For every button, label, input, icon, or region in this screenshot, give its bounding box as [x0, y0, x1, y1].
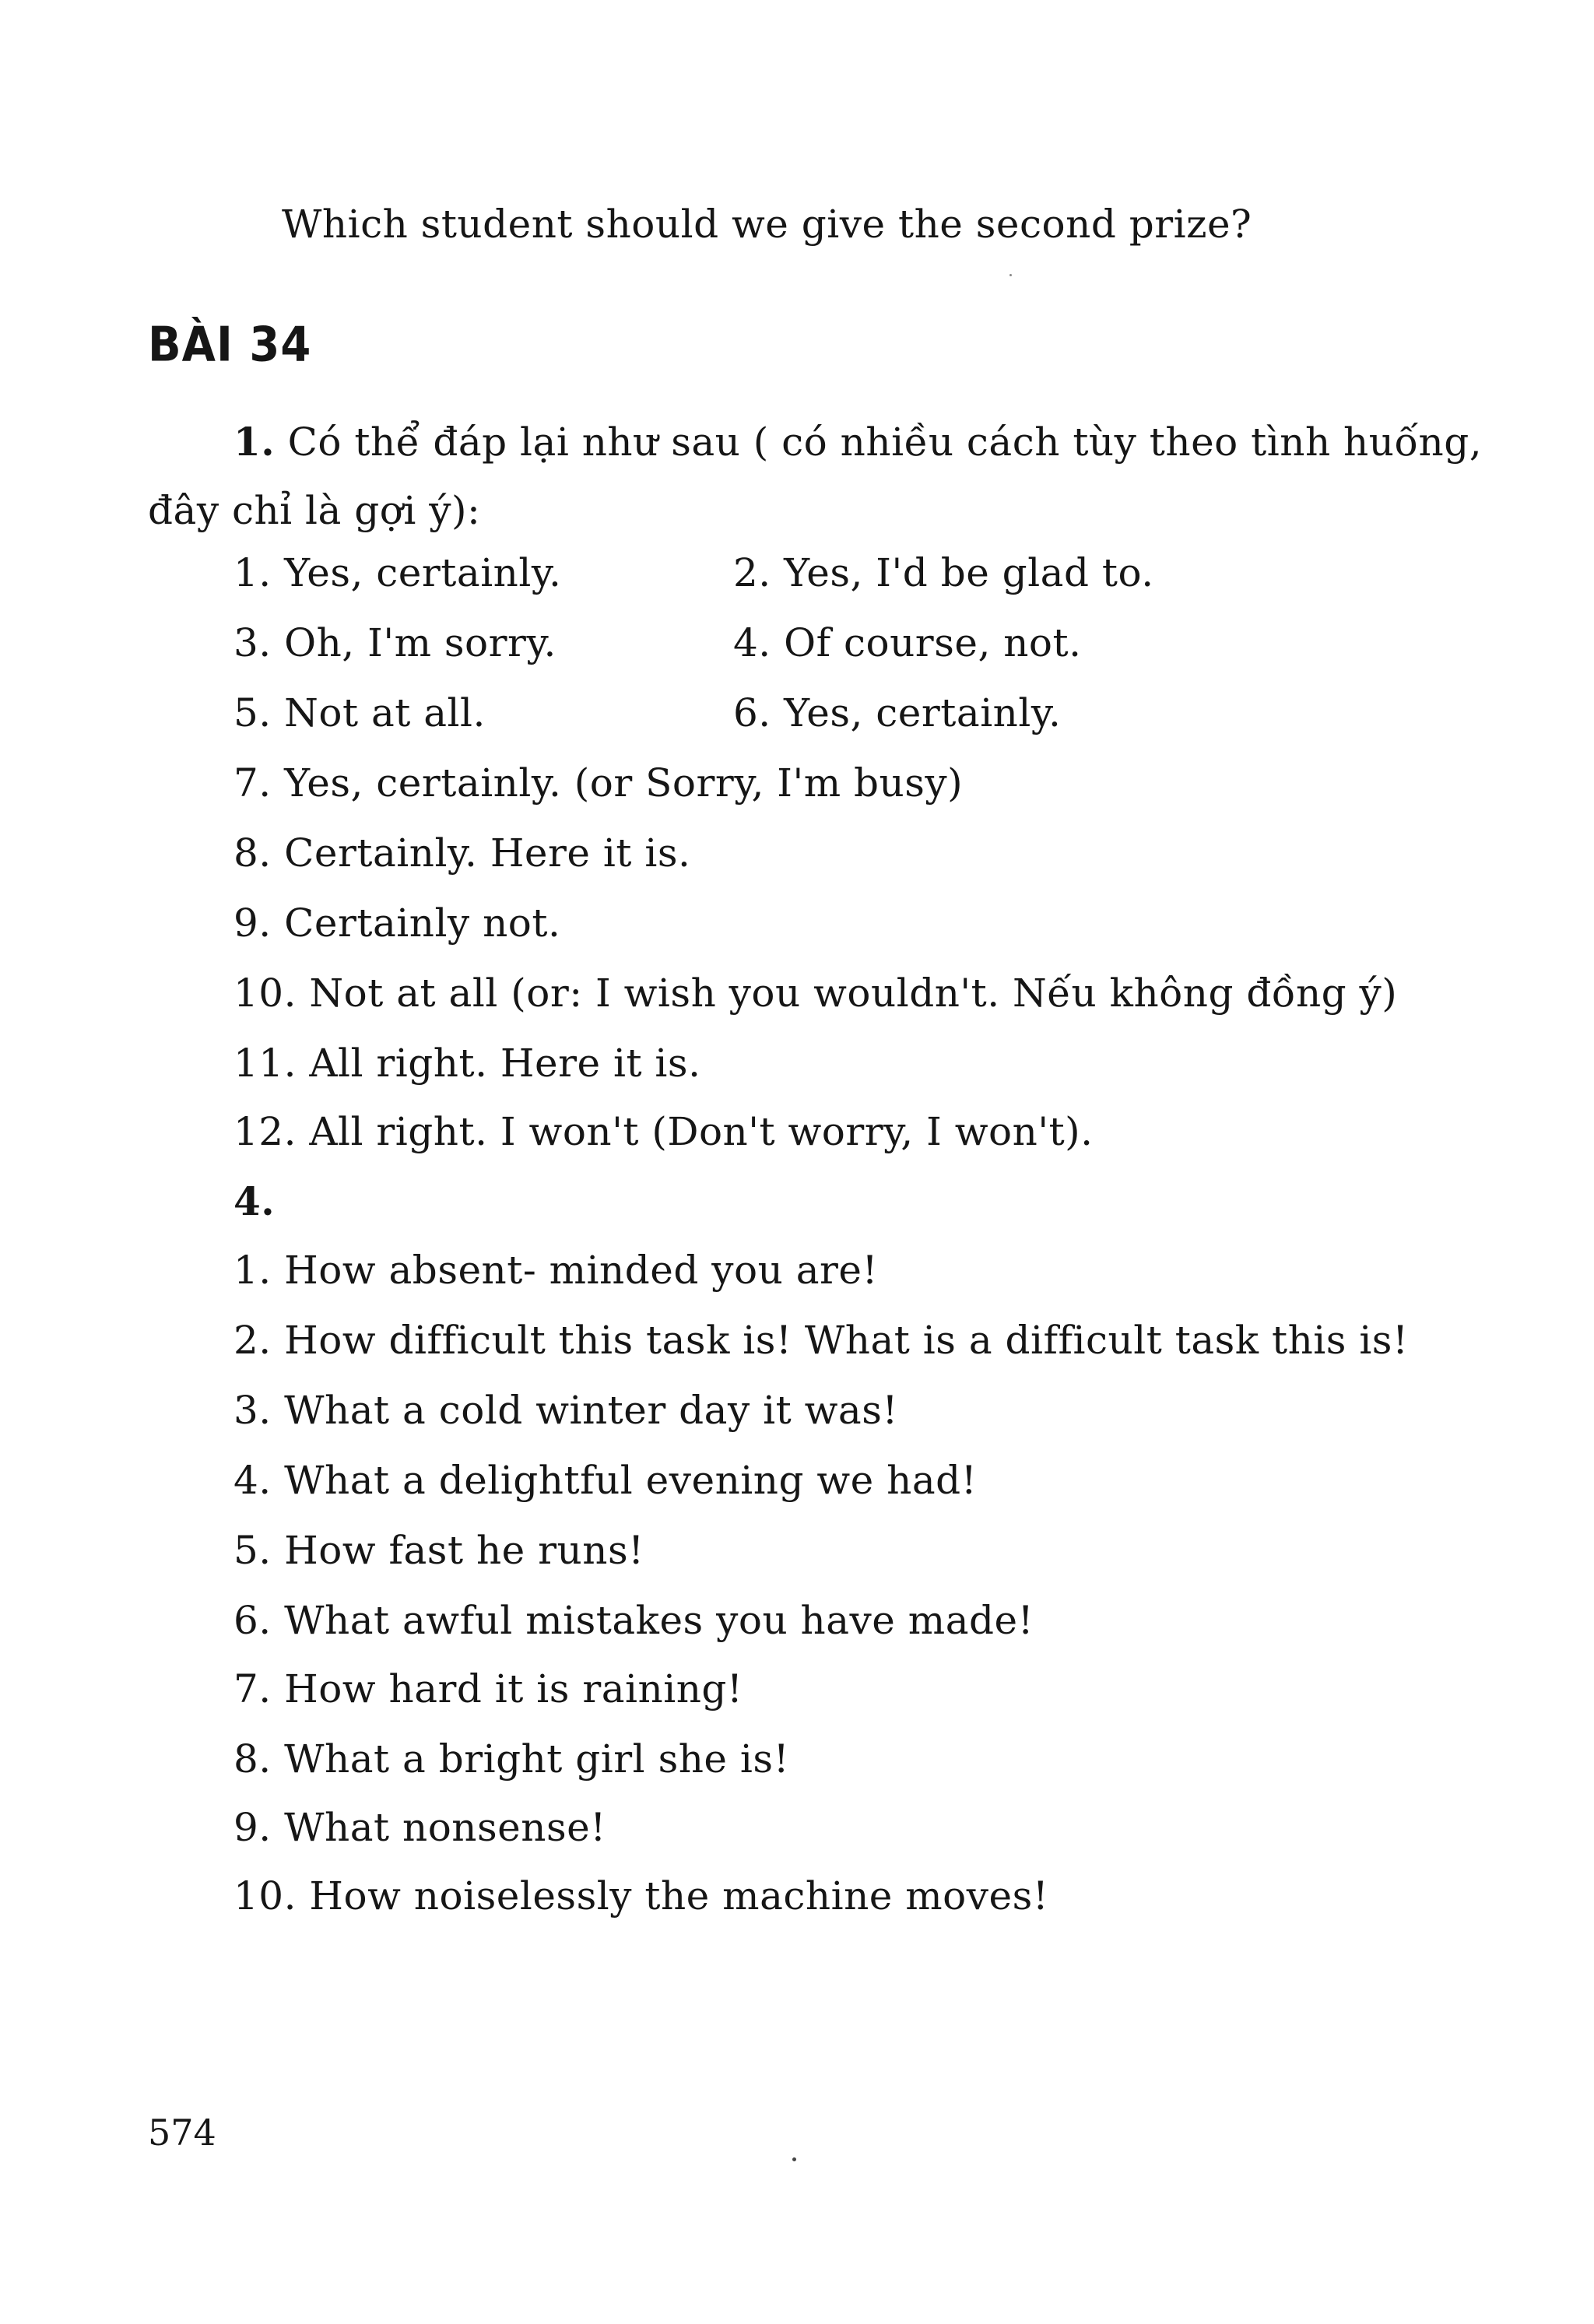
answer-4-3: 3. What a cold winter day it was!	[233, 1388, 898, 1433]
answer-1-5: 5. Not at all.	[233, 690, 486, 735]
exercise-1-intro	[233, 419, 1482, 465]
exercise-1-intro-continued: đây chỉ là gợi ý):	[148, 488, 481, 533]
scan-speck	[1009, 274, 1012, 276]
scan-speck	[792, 2157, 796, 2161]
answer-1-8: 8. Certainly. Here it is.	[233, 830, 691, 876]
exercise-4-number: 4.	[233, 1178, 276, 1224]
exercise-1-number: 1.	[233, 419, 276, 465]
answer-4-7: 7. How hard it is raining!	[233, 1666, 743, 1711]
answer-1-12: 12. All right. I won't (Don't worry, I won't).	[233, 1109, 1094, 1154]
answer-4-9: 9. What nonsense!	[233, 1805, 606, 1850]
section-title: BÀI 34	[148, 317, 312, 373]
exercise-1-intro-text: Có thể đáp lại như sau ( có nhiều cách tùy theo tình huống,	[287, 420, 1483, 465]
answer-4-8: 8. What a bright girl she is!	[233, 1736, 790, 1782]
answer-1-6: 6. Yes, certainly.	[733, 690, 1062, 735]
answer-4-1: 1. How absent- minded you are!	[233, 1248, 879, 1293]
page-number: 574	[148, 2112, 216, 2154]
carryover-line: Which student should we give the second prize?	[282, 202, 1252, 247]
answer-4-2: 2. How difficult this task is! What is a difficult task this is!	[233, 1318, 1409, 1363]
answer-4-4: 4. What a delightful evening we had!	[233, 1458, 978, 1503]
answer-4-6: 6. What awful mistakes you have made!	[233, 1598, 1034, 1643]
answer-1-1: 1. Yes, certainly.	[233, 550, 562, 595]
answer-1-4: 4. Of course, not.	[733, 620, 1082, 665]
answer-1-9: 9. Certainly not.	[233, 900, 561, 946]
answer-1-2: 2. Yes, I'd be glad to.	[733, 550, 1154, 595]
answer-1-3: 3. Oh, I'm sorry.	[233, 620, 556, 665]
answer-4-5: 5. How fast he runs!	[233, 1528, 644, 1573]
answer-1-10: 10. Not at all (or: I wish you wouldn't. Nếu không đồng ý)	[233, 971, 1398, 1016]
answer-1-7: 7. Yes, certainly. (or Sorry, I'm busy)	[233, 760, 964, 806]
answer-1-11: 11. All right. Here it is.	[233, 1041, 701, 1086]
answer-4-10: 10. How noiselessly the machine moves!	[233, 1873, 1049, 1919]
